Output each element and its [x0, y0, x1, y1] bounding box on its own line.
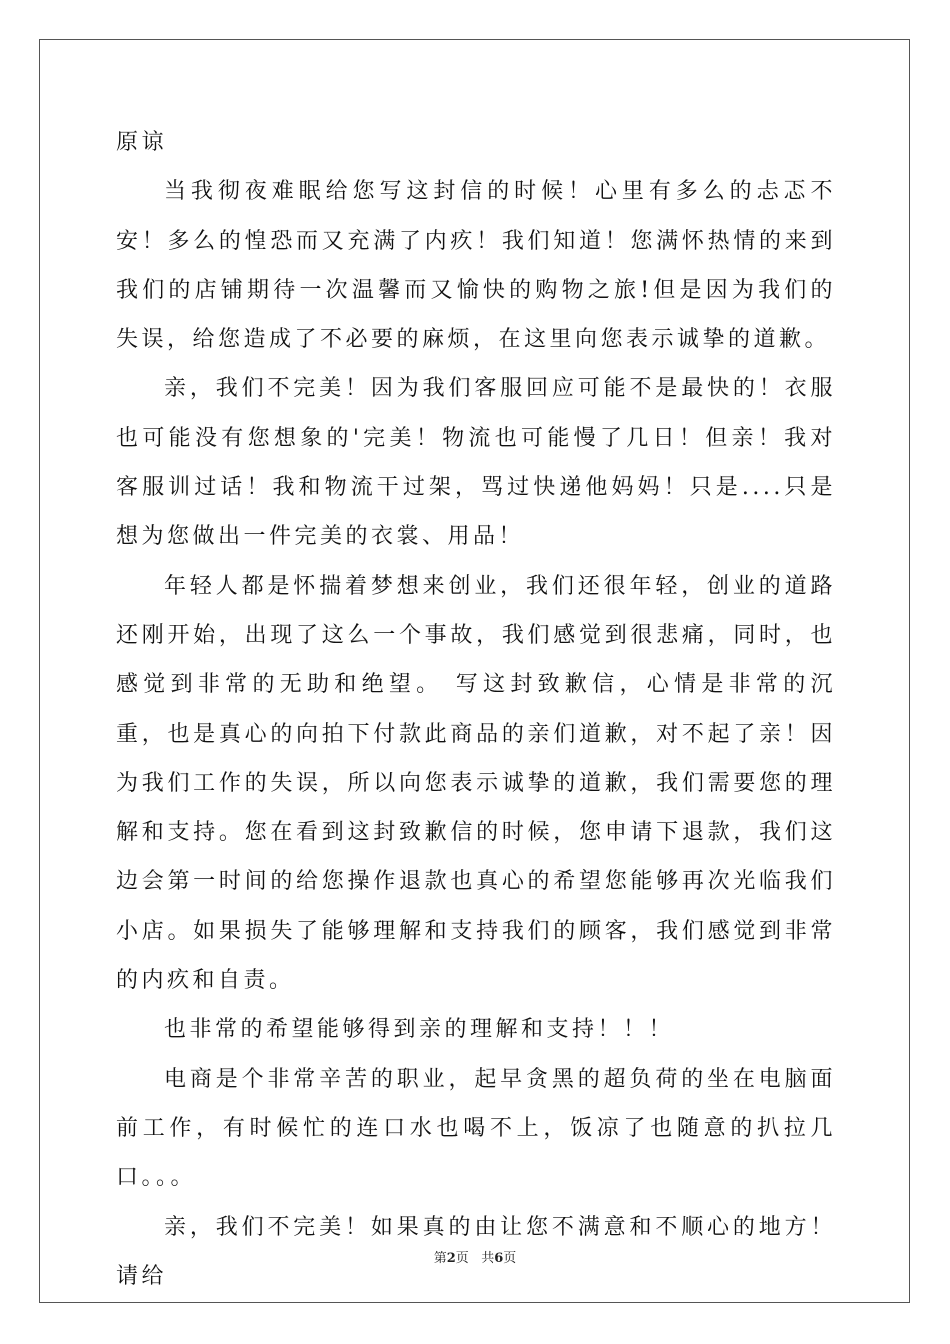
footer-total-pages: 6 — [494, 1251, 504, 1266]
footer-total-suffix: 页 — [503, 1251, 517, 1266]
paragraph-ecommerce-hardship: 电商是个非常辛苦的职业，起早贪黑的超负荷的坐在电脑面前工作，有时候忙的连口水也喝不上，饭凉了也随意的扒拉几口。。。 — [116, 1066, 836, 1191]
footer-total-prefix: 共 — [481, 1251, 495, 1266]
footer-page-number: 2 — [446, 1251, 456, 1266]
paragraph-closing-fragment: 亲，我们不完美！如果真的由让您不满意和不顺心的地方！请给 — [116, 1214, 836, 1289]
paragraph-hope-understanding: 也非常的希望能够得到亲的理解和支持！！！ — [164, 1017, 675, 1043]
document-body — [116, 118, 836, 1301]
paragraph-title-fragment: 原谅 — [116, 130, 168, 155]
footer-page-suffix: 页 — [455, 1251, 469, 1266]
page-footer — [0, 1247, 950, 1266]
paragraph-not-perfect: 亲，我们不完美！因为我们客服回应可能不是最快的！衣服也可能没有您想象的'完美！物流也可能慢了几日！但亲！我对客服训过话！我和物流干过架，骂过快递他妈妈！只是....只是想为您做出一件完美的衣裳、用品！ — [116, 376, 836, 550]
paragraph-apology-intro: 当我彻夜难眠给您写这封信的时候！心里有多么的忐忑不安！多么的惶恐而又充满了内疚！我们知道！您满怀热情的来到我们的店铺期待一次温馨而又愉快的购物之旅!但是因为我们的失误，给您造成了不必要的麻烦，在这里向您表示诚挚的道歉。 — [116, 179, 836, 353]
footer-page-prefix: 第 — [433, 1251, 447, 1266]
paragraph-young-entrepreneurs: 年轻人都是怀揣着梦想来创业，我们还很年轻，创业的道路还刚开始，出现了这么一个事故，我们感觉到很悲痛，同时，也感觉到非常的无助和绝望。 写这封致歉信，心情是非常的沉重，也是真心的向拍下付款此商品的亲们道歉，对不起了亲！因为我们工作的失误，所以向您表示诚挚的道歉，我们需要您的理解和支持。您在看到这封致歉信的时候，您申请下退款，我们这边会第一时间的给您操作退款也真心的希望您能够再次光临我们小店。如果损失了能够理解和支持我们的顾客，我们感觉到非常的内疚和自责。 — [116, 573, 836, 994]
